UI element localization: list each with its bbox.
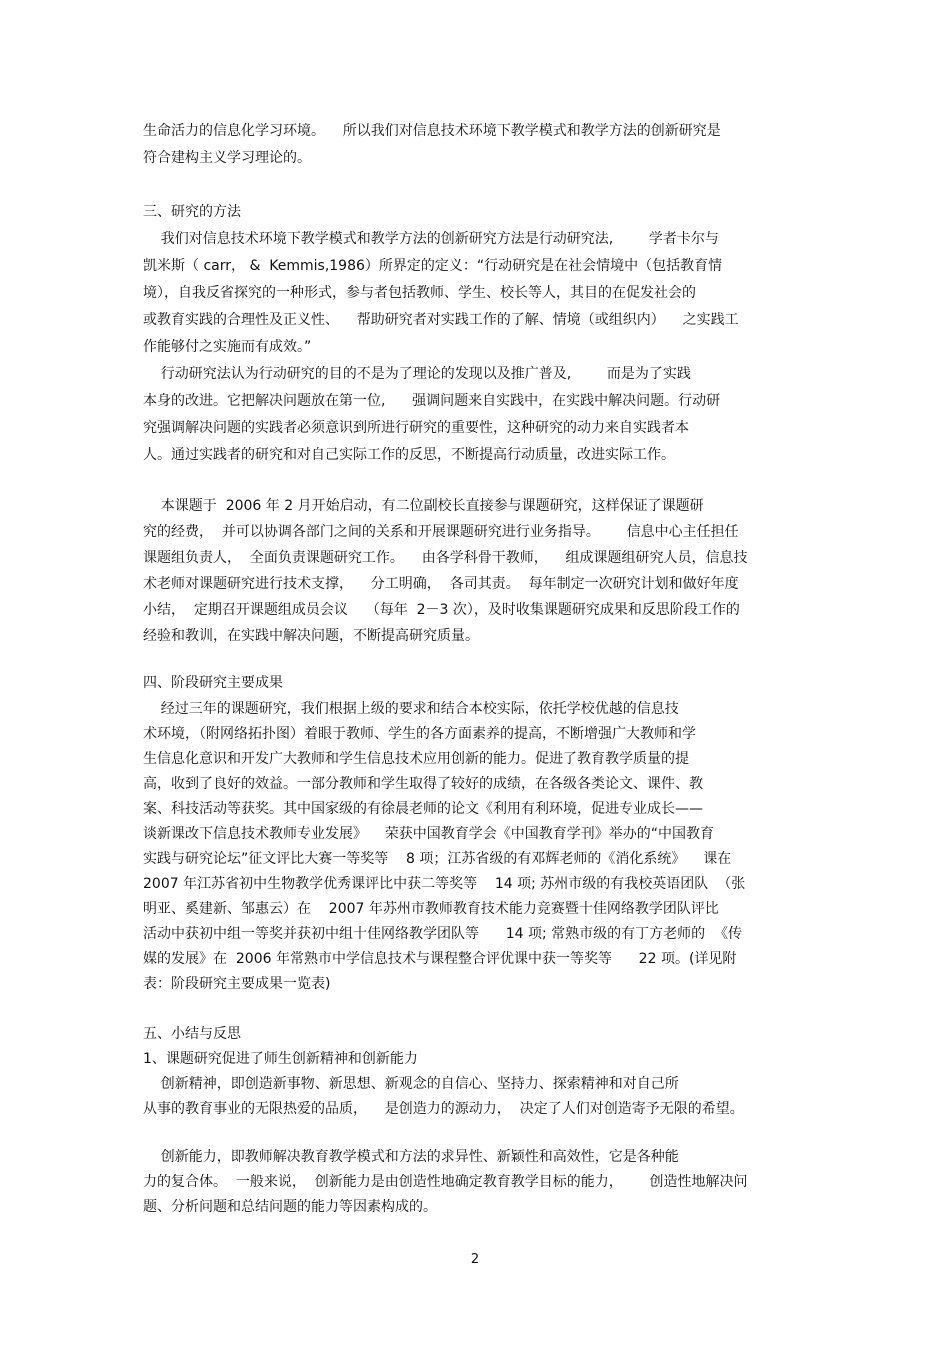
subsection-heading: 1、课题研究促进了师生创新精神和创新能力	[143, 1051, 418, 1067]
text-line: 生信息化意识和开发广大教师和学生信息技术应用创新的能力。促进了教育教学质量的提	[143, 751, 689, 767]
text-line: 术环境，（附网络拓扑图）着眼于教师、学生的各方面素养的提高，不断增强广大教师和学	[143, 726, 696, 742]
text-line: 行动研究法认为行动研究的目的不是为了理论的发现以及推广普及, 而是为了实践	[143, 366, 691, 382]
text-line: 经验和教训，在实践中解决问题，不断提高研究质量。	[143, 628, 479, 644]
section-heading-results: 四、阶段研究主要成果	[143, 675, 283, 691]
text-line: 高，收到了良好的效益。一部分教师和学生取得了较好的成绩，在各级各类论文、课件、教	[143, 776, 703, 792]
text-line: 课题组负责人， 全面负责课题研究工作。 由各学科骨干教师， 组成课题组研究人员，信息技	[143, 550, 748, 566]
text-line: 术老师对课题研究进行技术支撑， 分工明确， 各司其责。 每年制定一次研究计划和做好年度	[143, 576, 739, 592]
text-line: 本课题于 2006 年 2 月开始启动，有二位副校长直接参与课题研究，这样保证了课题研	[143, 498, 704, 514]
text-line: 案、科技活动等获奖。其中国家级的有徐晨老师的论文《利用有利环境，促进专业成长——	[143, 801, 703, 817]
text-line: 经过三年的课题研究，我们根据上级的要求和结合本校实际，依托学校优越的信息技	[143, 701, 679, 717]
section-heading-summary: 五、小结与反思	[143, 1026, 241, 1042]
section-heading-methods: 三、研究的方法	[143, 204, 241, 220]
text-line: 究强调解决问题的实践者必须意识到所进行研究的重要性，这种研究的动力来自实践者本	[143, 420, 689, 436]
text-line: 符合建构主义学习理论的。	[143, 150, 311, 166]
text-line: 究的经费， 并可以协调各部门之间的关系和开展课题研究进行业务指导。 信息中心主任担任	[143, 524, 739, 540]
text-line: 力的复合体。 一般来说， 创新能力是由创造性地确定教育教学目标的能力， 创造性地解决问	[143, 1174, 748, 1190]
text-line: 创新能力，即教师解决教育教学模式和方法的求异性、新颖性和高效性，它是各种能	[143, 1149, 679, 1165]
text-line: 凯米斯（ carr， & Kemmis,1986）所界定的定义：“行动研究是在社会情境中（包括教育情	[143, 258, 723, 274]
text-line: 从事的教育事业的无限热爱的品质， 是创造力的源动力， 决定了人们对创造寄予无限的希望。	[143, 1101, 744, 1117]
text-line: 本身的改进。它把解决问题放在第一位, 强调问题来自实践中，在实践中解决问题。行动研	[143, 393, 721, 409]
text-line: 实践与研究论坛”征文评比大赛一等奖等 8 项；江苏省级的有邓辉老师的《消化系统》 课在	[143, 851, 732, 867]
text-line: 题、分析问题和总结问题的能力等因素构成的。	[143, 1199, 437, 1215]
text-line: 我们对信息技术环境下教学模式和教学方法的创新研究方法是行动研究法, 学者卡尔与	[143, 231, 719, 247]
text-line: 2007 年江苏省初中生物教学优秀课评比中获二等奖等 14 项; 苏州市级的有我校英语团队 （张	[143, 876, 746, 892]
text-line: 明亚、奚建新、邹惠云）在 2007 年苏州市教师教育技术能力竞赛暨十佳网络教学团队评比	[143, 901, 719, 917]
text-line: 媒的发展》在 2006 年常熟市中学信息技术与课程整合评优课中获一等奖等 22 项。(详见附	[143, 951, 737, 967]
text-line: 作能够付之实施而有成效。”	[143, 339, 312, 355]
text-line: 小结， 定期召开课题组成员会议 （每年 2－3 次），及时收集课题研究成果和反思阶段工作的	[143, 602, 740, 618]
text-line: 活动中获初中组一等奖并获初中组十佳网络教学团队等 14 项; 常熟市级的有丁方老师的 《传	[143, 926, 743, 942]
page-number: 2	[470, 1252, 480, 1267]
text-line: 人。通过实践者的研究和对自己实际工作的反思，不断提高行动质量，改进实际工作。	[143, 447, 675, 463]
text-line: 生命活力的信息化学习环境。 所以我们对信息技术环境下教学模式和教学方法的创新研究是	[143, 123, 721, 139]
text-line: 境），自我反省探究的一种形式，参与者包括教师、学生、校长等人，其目的在促发社会的	[143, 285, 696, 301]
text-line: 或教育实践的合理性及正义性、 帮助研究者对实践工作的了解、情境（或组织内） 之实践工	[143, 312, 739, 328]
text-line: 表：阶段研究主要成果一览表)	[143, 976, 331, 992]
text-line: 创新精神，即创造新事物、新思想、新观念的自信心、坚持力、探索精神和对自己所	[143, 1076, 679, 1092]
text-line: 谈新课改下信息技术教师专业发展》 荣获中国教育学会《中国教育学刊》举办的“中国教育	[143, 826, 715, 842]
